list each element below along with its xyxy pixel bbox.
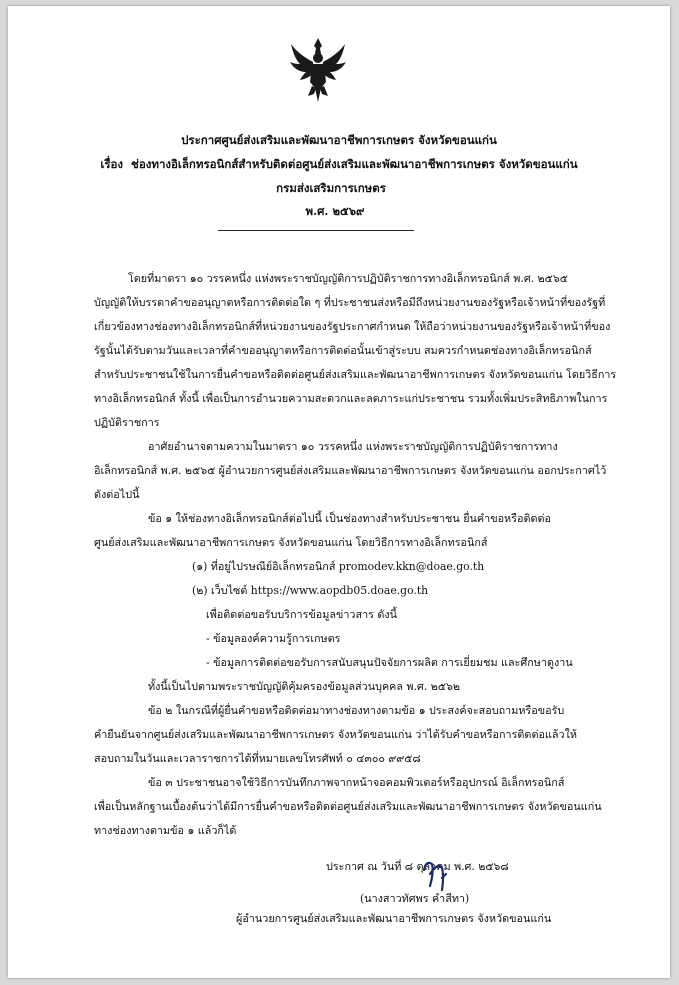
- document-page: [8, 6, 670, 978]
- para1-line: โดยที่มาตรา ๑๐ วรรคหนึ่ง แห่งพระราชบัญญัติการปฏิบัติราชการทางอิเล็กทรอนิกส์ พ.ศ. ๒๕๖๕: [128, 272, 568, 285]
- clause3-line: เพื่อเป็นหลักฐานเบื้องต้นว่าได้มีการยื่นคำขอหรือติดต่อศูนย์ส่งเสริมและพัฒนาอาชีพการเกษตร จังหวัดขอนแก่น: [94, 800, 602, 813]
- para2-line: อิเล็กทรอนิกส์ พ.ศ. ๒๕๖๕ ผู้อำนวยการศูนย์ส่งเสริมและพัฒนาอาชีพการเกษตร จังหวัดขอนแก่น ออกประกาศไว้: [94, 464, 607, 477]
- signatory-name: (นางสาวทัศพร คำสีทา): [360, 892, 470, 905]
- clause2-line: ข้อ ๒ ในกรณีที่ผู้ยื่นคำขอหรือติดต่อมาทางช่องทางตามข้อ ๑ ประสงค์จะสอบถามหรือขอรับ: [148, 704, 565, 717]
- para2-line: อาศัยอำนาจตามความในมาตรา ๑๐ วรรคหนึ่ง แห่งพระราชบัญญัติการปฏิบัติราชการทาง: [148, 440, 558, 453]
- clause1-line: ศูนย์ส่งเสริมและพัฒนาอาชีพการเกษตร จังหวัดขอนแก่น โดยวิธีการทางอิเล็กทรอนิกส์: [94, 536, 488, 549]
- announcement-title: ประกาศศูนย์ส่งเสริมและพัฒนาอาชีพการเกษตร จังหวัดขอนแก่น: [181, 133, 497, 147]
- para1-line: ทางอิเล็กทรอนิกส์ ทั้งนี้ เพื่อเป็นการอำนวยความสะดวกและลดภาระแก่ประชาชน รวมทั้งเพิ่มประสิทธิภาพในการ: [94, 392, 608, 405]
- para1-line: ปฏิบัติราชการ: [94, 416, 160, 429]
- channel-website: (๒) เว็บไซต์ https://www.aopdb05.doae.go.th: [192, 584, 429, 597]
- department-name: กรมส่งเสริมการเกษตร: [276, 181, 386, 195]
- para1-line: สำหรับประชาชนใช้ในการยื่นคำขอหรือติดต่อศูนย์ส่งเสริมและพัฒนาอาชีพการเกษตร จังหวัดขอนแก่น โดยวิธีการ: [94, 368, 617, 381]
- signatory-position: ผู้อำนวยการศูนย์ส่งเสริมและพัฒนาอาชีพการเกษตร จังหวัดขอนแก่น: [236, 912, 552, 925]
- service-item: - ข้อมูลองค์ความรู้การเกษตร: [206, 632, 341, 645]
- para1-line: เกี่ยวข้องทางช่องทางอิเล็กทรอนิกส์ที่หน่วยงานของรัฐประกาศกำหนด ให้ถือว่าหน่วยงานของรัฐหรือเจ้าหน้าที่ของ: [94, 320, 611, 333]
- announcement-date: ประกาศ ณ วันที่ ๘ ตุลาคม พ.ศ. ๒๕๖๘: [326, 860, 509, 873]
- services-intro: เพื่อติดต่อขอรับบริการข้อมูลข่าวสาร ดังนี้: [206, 608, 398, 621]
- para2-line: ดังต่อไปนี้: [94, 488, 140, 501]
- channel-email: (๑) ที่อยู่ไปรษณีย์อิเล็กทรอนิกส์ promodev.kkn@doae.go.th: [192, 560, 485, 573]
- garuda-emblem-icon: [288, 36, 348, 104]
- clause2-line: สอบถามในวันและเวลาราชการได้ที่หมายเลขโทรศัพท์ ๐ ๔๓๐๐ ๙๙๕๘: [94, 752, 421, 765]
- subject-text: ช่องทางอิเล็กทรอนิกส์สำหรับติดต่อศูนย์ส่งเสริมและพัฒนาอาชีพการเกษตร จังหวัดขอนแก่น: [131, 157, 578, 171]
- clause3-line: ทางช่องทางตามข้อ ๑ แล้วก็ได้: [94, 824, 237, 837]
- clause2-line: คำยืนยันจากศูนย์ส่งเสริมและพัฒนาอาชีพการเกษตร จังหวัดขอนแก่น ว่าได้รับคำขอหรือการติดต่อแล้วให้: [94, 728, 577, 741]
- pdpa-note: ทั้งนี้เป็นไปตามพระราชบัญญัติคุ้มครองข้อมูลส่วนบุคคล พ.ศ. ๒๕๖๒: [148, 680, 460, 693]
- para1-line: รัฐนั้นได้รับตามวันและเวลาที่คำขออนุญาตหรือการติดต่อนั้นเข้าสู่ระบบ สมควรกำหนดช่องทางอิเล็กทรอนิกส์: [94, 344, 592, 357]
- subject-label: เรื่อง: [100, 157, 124, 171]
- announcement-year: พ.ศ. ๒๕๖๙: [305, 204, 365, 218]
- service-item: - ข้อมูลการติดต่อขอรับการสนับสนุนปัจจัยการผลิต การเยี่ยมชม และศึกษาดูงาน: [206, 656, 573, 669]
- para1-line: บัญญัติให้บรรดาคำขออนุญาตหรือการติดต่อใด ๆ ที่ประชาชนส่งหรือมีถึงหน่วยงานของรัฐหรือเจ้าหน้าที่ของรัฐที่: [94, 296, 606, 309]
- clause3-line: ข้อ ๓ ประชาชนอาจใช้วิธีการบันทึกภาพจากหน้าจอคอมพิวเตอร์หรืออุปกรณ์ อิเล็กทรอนิกส์: [148, 776, 565, 789]
- clause1-line: ข้อ ๑ ให้ช่องทางอิเล็กทรอนิกส์ต่อไปนี้ เป็นช่องทางสำหรับประชาชน ยื่นคำขอหรือติดต่อ: [148, 512, 551, 525]
- header-divider: [218, 230, 414, 231]
- announcement-subject: [8, 156, 670, 174]
- handwritten-signature: [416, 852, 460, 896]
